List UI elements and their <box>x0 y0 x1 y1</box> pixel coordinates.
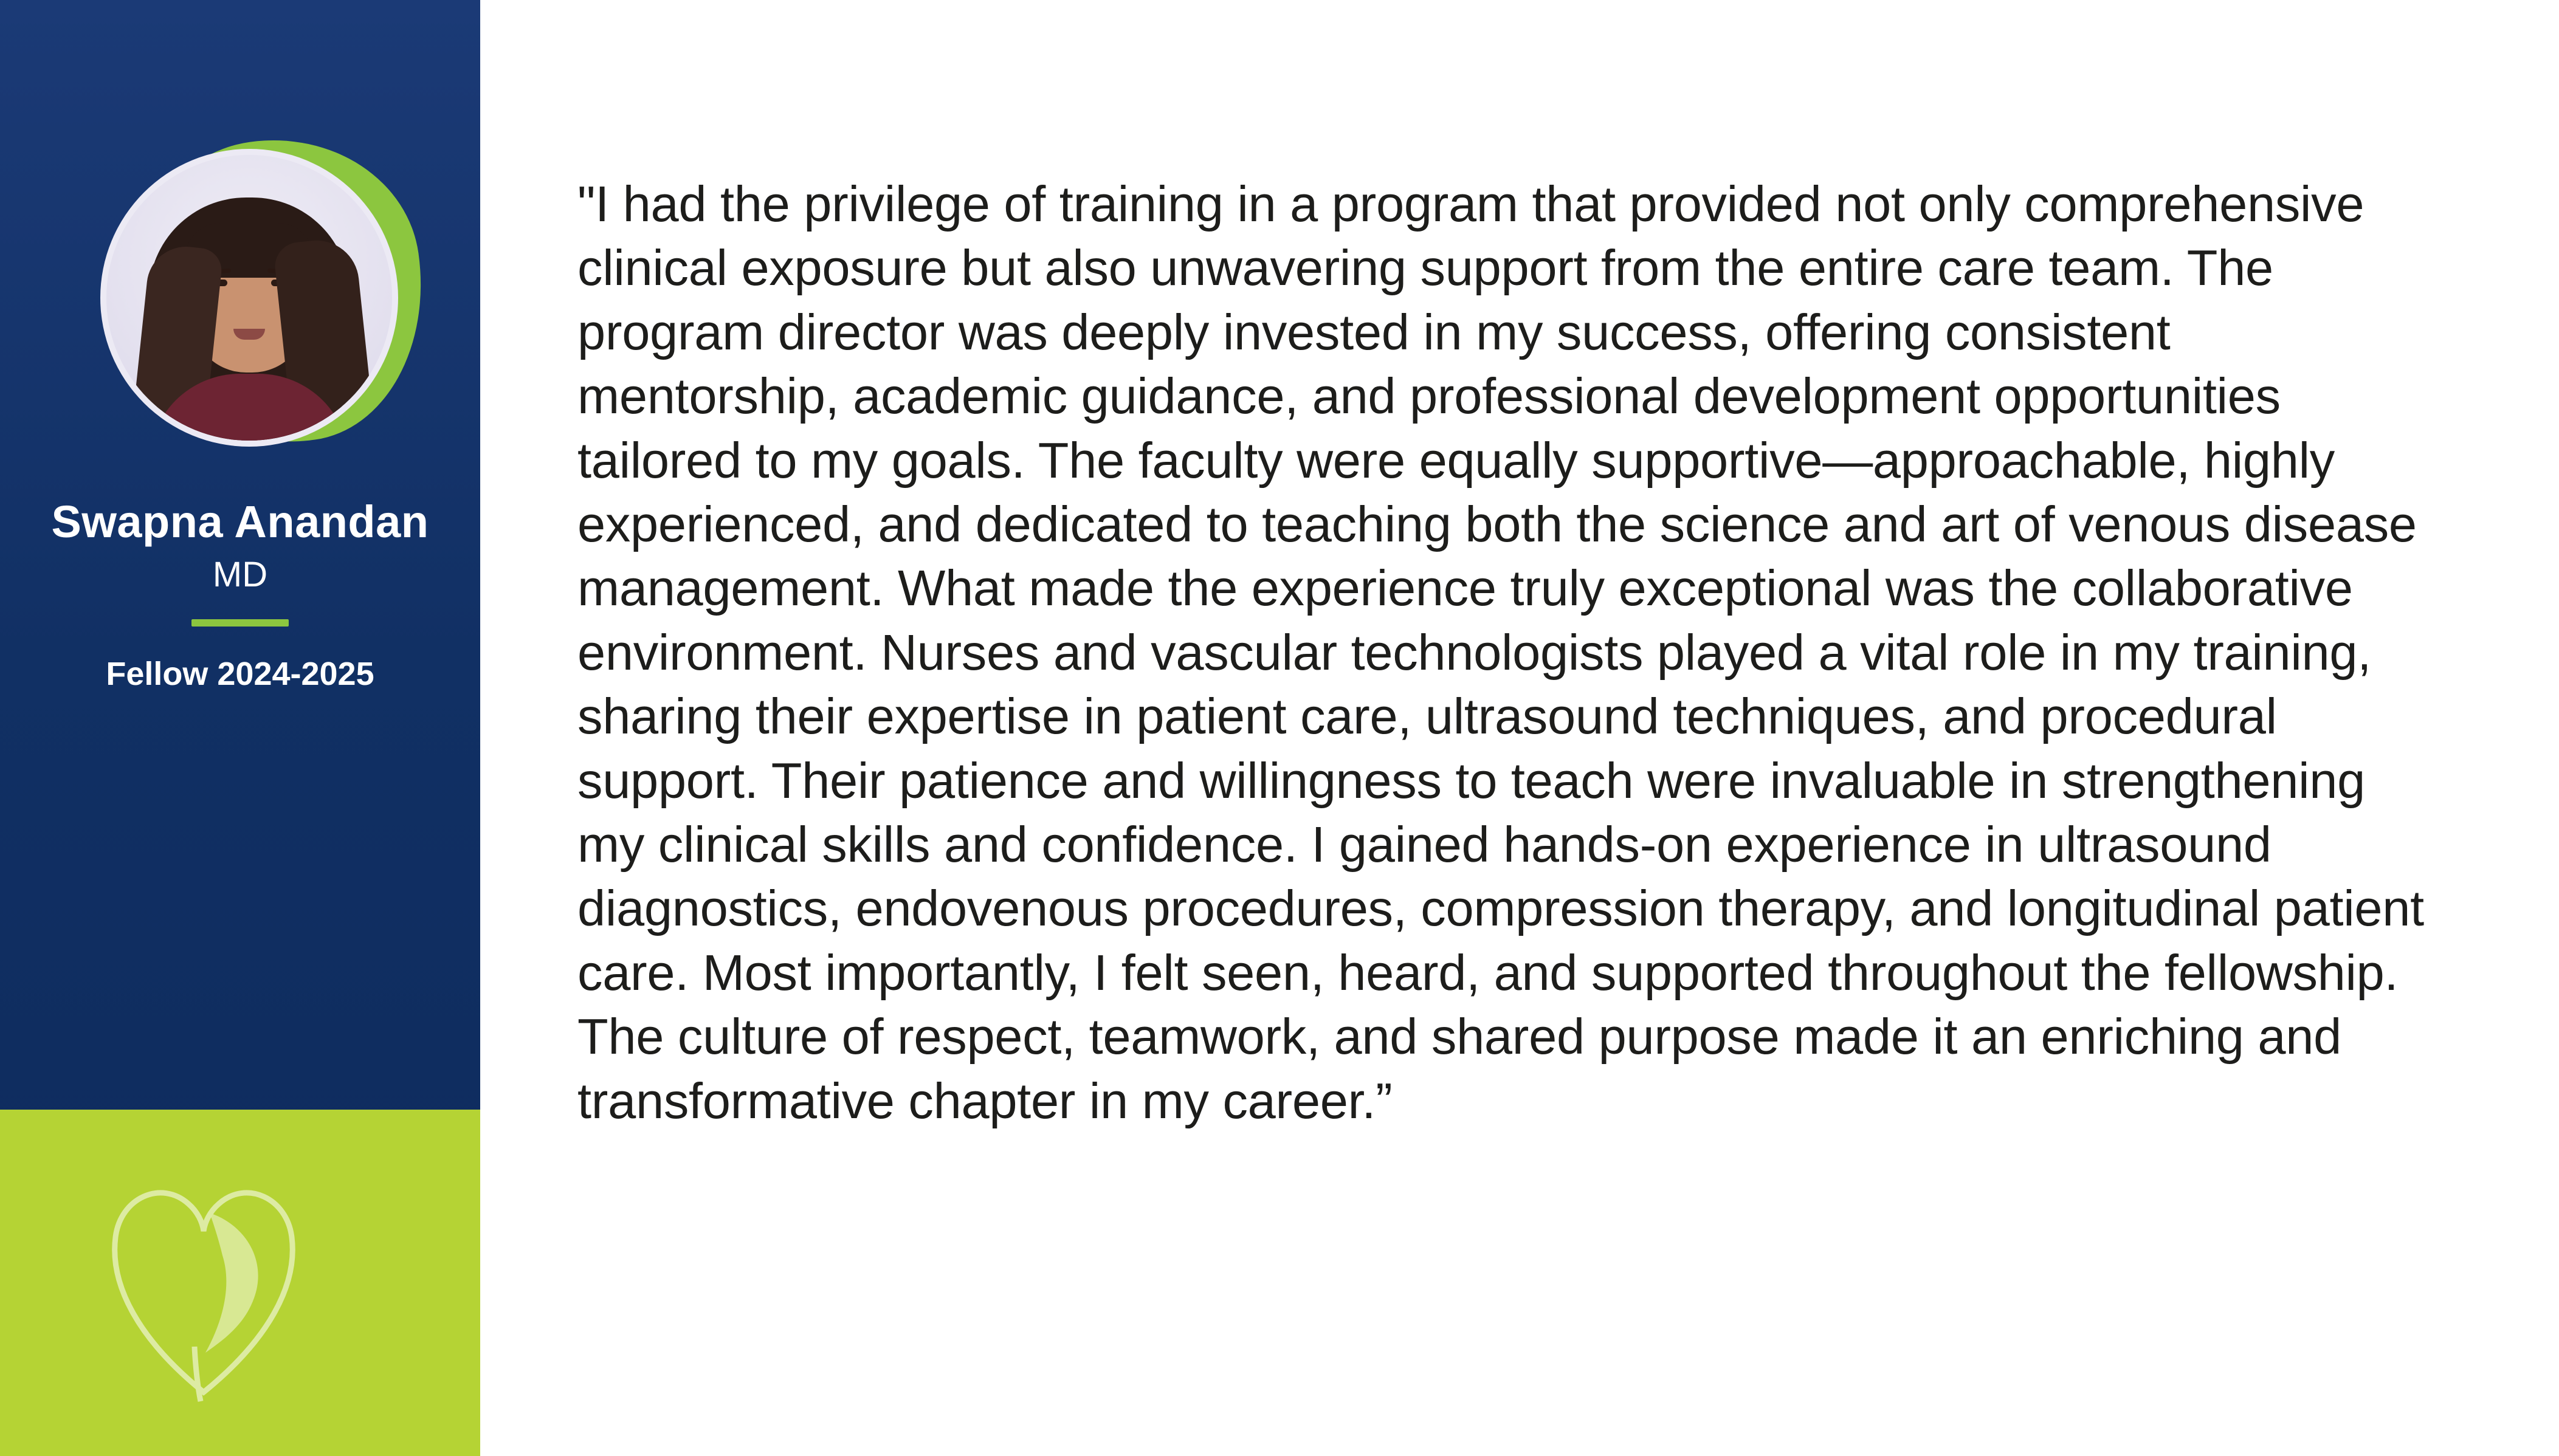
person-name: Swapna Anandan <box>51 496 429 547</box>
person-degree: MD <box>212 554 268 594</box>
portrait-photo-icon <box>106 155 392 441</box>
testimonial-quote: "I had the privilege of training in a program that provided not only comprehensive clinical exposure but also unwavering support from the entire care team. The program director was deeply invested in my success, offering consistent mentorship, academic guidance, and professional development opportunities tailored to my goals. The faculty were equally supportive—approachable, highly experienced, and dedicated to teaching both the science and art of venous disease management. What made the experience truly exceptional was the collaborative environment. Nurses and vascular technologists played a vital role in my training, sharing their expertise in patient care, ultrasound techniques, and procedural support. Their patience and willingness to teach were invaluable in strengthening my clinical skills and confidence. I gained hands-on experience in ultrasound diagnostics, endovenous procedures, compression therapy, and longitudinal patient care. Most importantly, I felt seen, heard, and supported throughout the fellowship. The culture of respect, teamwork, and shared purpose made it an enriching and transformative chapter in my career.” <box>577 176 2438 1129</box>
avatar <box>70 122 410 474</box>
sidebar-footer <box>0 1110 480 1456</box>
profile-sidebar <box>0 0 480 1456</box>
heart-leaf-logo-icon <box>103 1146 304 1407</box>
divider <box>191 619 289 627</box>
testimonial-content <box>480 0 2559 1456</box>
person-role: Fellow 2024-2025 <box>106 655 374 692</box>
